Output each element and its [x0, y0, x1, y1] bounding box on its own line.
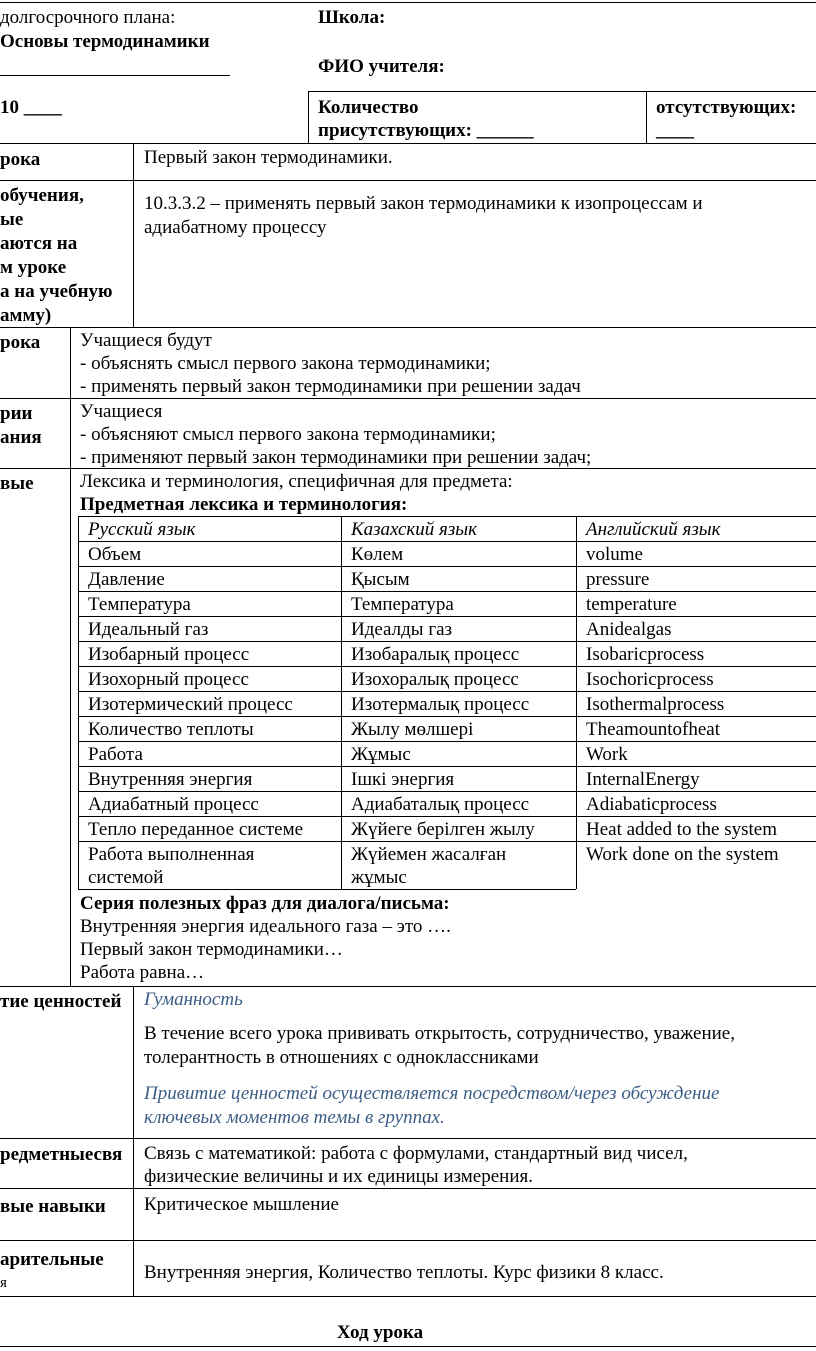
- vocab-last-kz-2: жұмыс: [351, 867, 407, 888]
- vocab-header-kz: Казахский язык: [351, 519, 478, 540]
- vocab-cell-en: InternalEnergy: [586, 769, 700, 790]
- present-blank: ______: [476, 120, 534, 141]
- present-label-text: присутствующих:: [318, 120, 472, 141]
- lesson-flow-title: Ход урока: [336, 1322, 424, 1343]
- row-line-cross: [0, 1138, 816, 1139]
- school-label: Школа:: [318, 7, 386, 28]
- objectives-label-5: а на учебную: [0, 281, 113, 302]
- prior-label-2: я: [0, 1275, 7, 1291]
- vocab-cell-kz: Жылу мөлшері: [351, 719, 474, 740]
- vocab-cell-en: Isochoricprocess: [586, 669, 714, 690]
- vocab-cell-ru: Температура: [88, 594, 191, 615]
- teacher-label: ФИО учителя:: [318, 56, 445, 77]
- vocab-cell-en: Heat added to the system: [586, 819, 778, 840]
- objectives-label-1: обучения,: [0, 185, 84, 206]
- phrase-3: Работа равна…: [80, 962, 205, 983]
- vocab-line-bottom: [78, 889, 576, 890]
- vocab-line-top: [78, 516, 816, 517]
- goals-value-1: Учащиеся будут: [80, 330, 212, 351]
- language-intro: Лексика и терминология, специфичная для предмета:: [80, 471, 513, 492]
- vocab-cell-ru: Тепло переданное системе: [88, 819, 304, 840]
- row-line-objectives: [0, 180, 816, 181]
- col-divider-lower: [133, 986, 134, 1296]
- language-label: вые: [0, 473, 34, 494]
- values-note-2: ключевых моментов темы в группах.: [144, 1107, 445, 1128]
- grade-divider-1: [308, 91, 309, 143]
- topic-label: рока: [0, 149, 41, 170]
- col-divider-middle: [70, 327, 71, 986]
- objectives-value-1: 10.3.3.2 – применять первый закон термодинамики к изопроцессам и: [144, 193, 703, 214]
- cross-value-2: физические величины и их единицы измерения.: [144, 1166, 533, 1187]
- vocab-col-2: [576, 516, 577, 889]
- vocab-cell-kz: Идеалды газ: [351, 619, 453, 640]
- row-line-goals: [0, 327, 816, 328]
- vocab-cell-ru: Давление: [88, 569, 165, 590]
- criteria-label-2: ания: [0, 427, 42, 448]
- criteria-label-1: рии: [0, 403, 33, 424]
- values-text-2: толерантность в отношениях с одноклассниками: [144, 1047, 539, 1068]
- vocab-cell-ru: Идеальный газ: [88, 619, 209, 640]
- vocab-last-en: Work done on the system: [586, 844, 779, 865]
- present-label-2: [318, 119, 534, 143]
- grade-number: [0, 96, 62, 120]
- row-line-values: [0, 986, 816, 987]
- vocab-cell-kz: Изобаралық процесс: [351, 644, 520, 665]
- vocab-cell-en: Work: [586, 744, 628, 765]
- phrase-2: Первый закон термодинамики…: [80, 939, 343, 960]
- vocab-cell-ru: Объем: [88, 544, 142, 565]
- vocab-header-ru: Русский язык: [88, 519, 196, 540]
- vocab-header-en: Английский язык: [586, 519, 721, 540]
- prior-label-1: арительные: [0, 1249, 104, 1270]
- criteria-value-2: - объясняют смысл первого закона термодинамики;: [80, 424, 496, 445]
- vocab-cell-ru: Работа: [88, 744, 143, 765]
- row-line-topic: [0, 143, 816, 144]
- values-label: тие ценностей: [0, 991, 122, 1012]
- vocab-cell-ru: Изобарный процесс: [88, 644, 250, 665]
- goals-value-2: - объяснять смысл первого закона термодинамики;: [80, 353, 491, 374]
- objectives-label-6: амму): [0, 305, 52, 326]
- vocab-cell-en: Theamountofheat: [586, 719, 721, 740]
- vocab-cell-ru: Изохорный процесс: [88, 669, 249, 690]
- plan-label: долгосрочного плана:: [0, 7, 176, 28]
- row-line-prior: [0, 1240, 816, 1241]
- criteria-value-1: Учащиеся: [80, 401, 163, 422]
- absent-blank: ____: [656, 120, 694, 141]
- col-divider-upper: [133, 143, 134, 327]
- title-underline: [0, 75, 230, 76]
- vocab-cell-ru: Внутренняя энергия: [88, 769, 253, 790]
- footer-line: [0, 1346, 816, 1347]
- grade-row-top: [308, 91, 816, 92]
- vocab-line-row: [78, 591, 816, 592]
- vocab-last-ru-1: Работа выполненная: [88, 844, 255, 865]
- goals-label: рока: [0, 332, 41, 353]
- phrase-1: Внутренняя энергия идеального газа – это ….: [80, 916, 451, 937]
- vocab-cell-kz: Адиабаталық процесс: [351, 794, 530, 815]
- vocab-line-row: [78, 566, 816, 567]
- vocab-cell-kz: Температура: [351, 594, 454, 615]
- cross-label: редметныесвя: [0, 1144, 123, 1165]
- absent-label: отсутствующих:: [656, 97, 797, 118]
- vocab-cell-en: Anidealgas: [586, 619, 672, 640]
- vocab-cell-kz: Жүйеге берілген жылу: [351, 819, 535, 840]
- vocab-cell-en: Adiabaticprocess: [586, 794, 717, 815]
- ict-value: Критическое мышление: [144, 1194, 339, 1215]
- vocab-line-row: [78, 766, 816, 767]
- vocab-cell-en: pressure: [586, 569, 650, 590]
- values-note-1: Привитие ценностей осуществляется посредством/через обсуждение: [144, 1083, 720, 1104]
- vocab-cell-en: volume: [586, 544, 643, 565]
- topic-value: Первый закон термодинамики.: [144, 147, 393, 168]
- vocab-col-left: [78, 516, 79, 889]
- vocab-cell-ru: Изотермический процесс: [88, 694, 293, 715]
- phrases-heading: Серия полезных фраз для диалога/письма:: [80, 893, 450, 914]
- grade-blank: ____: [23, 97, 62, 118]
- present-label-1: Количество: [318, 97, 419, 118]
- goals-value-3: - применять первый закон термодинамики при решении задач: [80, 376, 581, 397]
- vocab-col-1: [341, 516, 342, 889]
- vocab-cell-kz: Изотермалық процесс: [351, 694, 530, 715]
- vocab-heading: Предметная лексика и терминология:: [80, 494, 408, 515]
- objectives-label-4: м уроке: [0, 257, 67, 278]
- vocab-cell-kz: Жұмыс: [351, 744, 411, 765]
- ict-label: вые навыки: [0, 1196, 106, 1217]
- top-border: [0, 2, 816, 3]
- vocab-cell-kz: Изохоралық процесс: [351, 669, 519, 690]
- row-line-bottom: [0, 1296, 816, 1297]
- vocab-cell-kz: Көлем: [351, 544, 404, 565]
- objectives-label-2: ые: [0, 209, 24, 230]
- vocab-cell-ru: Количество теплоты: [88, 719, 254, 740]
- cross-value-1: Связь с математикой: работа с формулами, стандартный вид чисел,: [144, 1143, 688, 1164]
- values-title: Гуманность: [144, 989, 243, 1010]
- vocab-last-kz-1: Жүйемен жасалған: [351, 844, 507, 865]
- grade-value: 10: [0, 97, 19, 118]
- vocab-cell-kz: Қысым: [351, 569, 410, 590]
- vocab-cell-en: Isothermalprocess: [586, 694, 725, 715]
- vocab-cell-ru: Адиабатный процесс: [88, 794, 259, 815]
- prior-value: Внутренняя энергия, Количество теплоты. Курс физики 8 класс.: [144, 1262, 664, 1283]
- vocab-last-ru-2: системой: [88, 867, 164, 888]
- vocab-cell-kz: Ішкі энергия: [351, 769, 455, 790]
- vocab-cell-en: temperature: [586, 594, 677, 615]
- vocab-cell-en: Isobaricprocess: [586, 644, 705, 665]
- criteria-value-3: - применяют первый закон термодинамики при решении задач;: [80, 447, 592, 468]
- grade-divider-2: [646, 91, 647, 143]
- objectives-label-3: аются на: [0, 233, 78, 254]
- objectives-value-2: адиабатному процессу: [144, 217, 327, 238]
- values-text-1: В течение всего урока прививать открытость, сотрудничество, уважение,: [144, 1023, 735, 1044]
- section-title: Основы термодинамики: [0, 31, 210, 52]
